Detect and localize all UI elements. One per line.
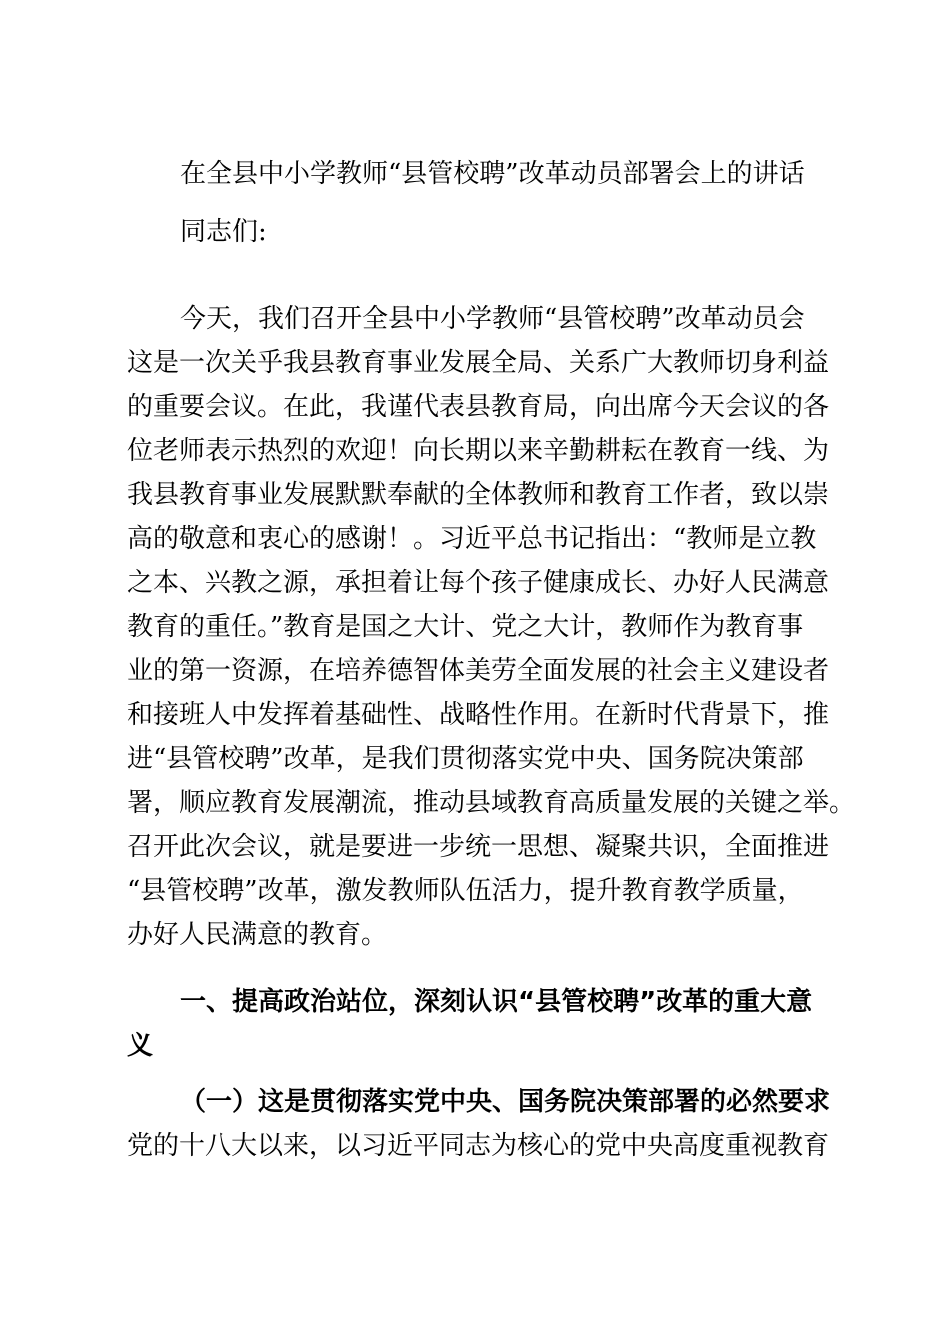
paragraph-line: 进“县管校聘”改革，是我们贯彻落实党中央、国务院决策部 [127, 744, 804, 774]
paragraph-line: 的重要会议。在此，我谨代表县教育局，向出席今天会议的各 [127, 392, 830, 422]
paragraph-line: 召开此次会议，就是要进一步统一思想、凝聚共识，全面推进 [127, 832, 830, 862]
paragraph-line: 业的第一资源，在培养德智体美劳全面发展的社会主义建设者 [127, 656, 830, 686]
subheading-1: （一）这是贯彻落实党中央、国务院决策部署的必然要求 [180, 1087, 831, 1117]
heading-line: 一、提高政治站位，深刻认识“县管校聘”改革的重大意 [180, 987, 813, 1017]
paragraph-line: 我县教育事业发展默默奉献的全体教师和教育工作者，致以崇 [127, 480, 830, 510]
paragraph-line: 高的敬意和衷心的感谢！。习近平总书记指出：“教师是立教 [127, 524, 817, 554]
heading-line: 义 [127, 1031, 154, 1061]
paragraph-line: 这是一次关乎我县教育事业发展全局、关系广大教师切身利益 [127, 348, 830, 378]
paragraph-line: 位老师表示热烈的欢迎！向长期以来辛勤耕耘在教育一线、为 [127, 436, 830, 466]
paragraph-line: 和接班人中发挥着基础性、战略性作用。在新时代背景下，推 [127, 700, 830, 730]
paragraph-line: “县管校聘”改革，激发教师队伍活力，提升教育教学质量， [127, 876, 804, 906]
salutation: 同志们: [180, 217, 267, 247]
paragraph-line: 教育的重任。”教育是国之大计、党之大计，教师作为教育事 [127, 612, 804, 642]
paragraph-line: 办好人民满意的教育。 [127, 920, 388, 950]
paragraph-line: 之本、兴教之源，承担着让每个孩子健康成长、办好人民满意 [127, 568, 830, 598]
paragraph-line: 党的十八大以来，以习近平同志为核心的党中央高度重视教育 [127, 1131, 830, 1161]
document-title: 在全县中小学教师“县管校聘”改革动员部署会上的讲话 [180, 159, 805, 189]
paragraph-line: 今天，我们召开全县中小学教师“县管校聘”改革动员会 [180, 304, 805, 334]
paragraph-line: 署，顺应教育发展潮流，推动县域教育高质量发展的关键之举。 [127, 788, 856, 818]
